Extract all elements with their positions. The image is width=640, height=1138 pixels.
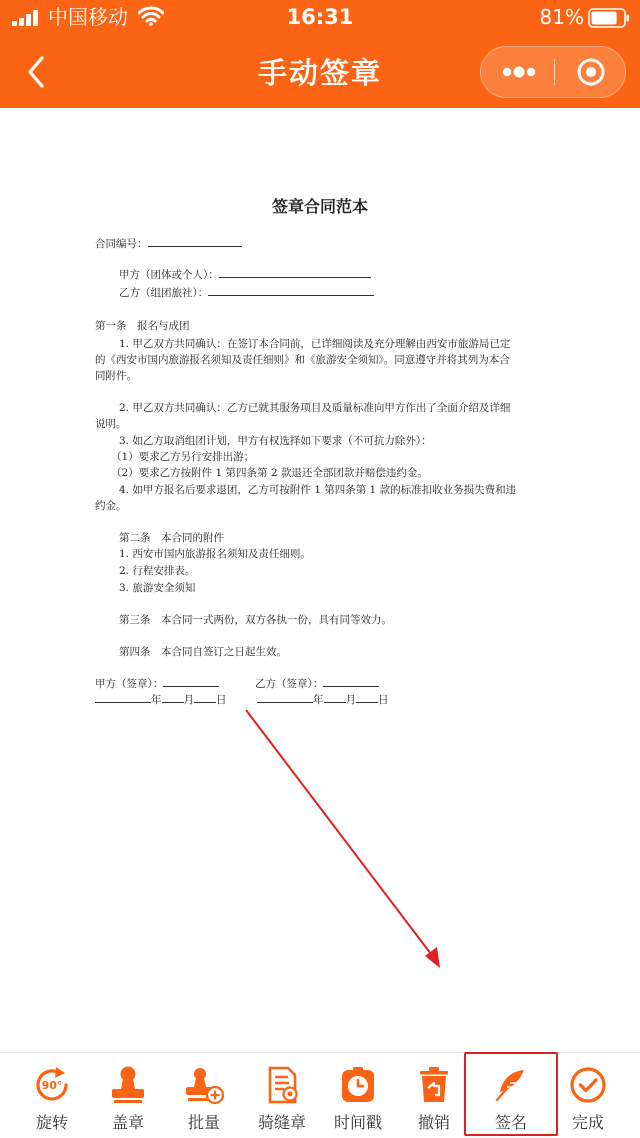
sign-label: 签名 <box>494 1113 527 1132</box>
party-b-date-line <box>257 692 389 708</box>
article-2-item: 1. 西安市国内旅游报名须知及责任细则。 <box>119 548 311 560</box>
battery-percent: 81% <box>539 5 584 29</box>
month-label: 月 <box>183 694 194 706</box>
month-blank <box>324 692 346 703</box>
party-a-blank <box>219 267 371 278</box>
article-1-item: （2）要求乙方按附件 1 第四条第 2 款退还全部团款并赔偿违约金。 <box>111 467 428 479</box>
stamp-label: 盖章 <box>111 1113 144 1132</box>
undo-trash-icon <box>414 1065 454 1105</box>
timestamp-icon <box>338 1065 378 1105</box>
party-b-label: 乙方（组团旅社）： <box>119 287 209 299</box>
article-1-paragraph: 1. 甲乙双方共同确认：在签订本合同前，已详细阅读及充分理解由西安市旅游局已定 <box>119 338 511 350</box>
status-bar <box>0 0 640 36</box>
check-circle-icon <box>568 1065 608 1105</box>
contract-number-blank <box>148 236 242 247</box>
rotate-badge: 90° <box>41 1079 63 1092</box>
close-mini-program-icon[interactable] <box>555 47 627 97</box>
batch-stamp-icon <box>184 1065 224 1105</box>
party-b-seal-blank <box>323 676 379 687</box>
carrier-name: 中国移动 <box>48 5 128 29</box>
batch-button[interactable] <box>164 1061 244 1137</box>
article-1-item: （1）要求乙方另行安排出游； <box>111 451 255 463</box>
article-2-item: 2. 行程安排表。 <box>119 565 196 577</box>
year-label: 年 <box>313 694 324 706</box>
party-a-seal-line <box>95 676 219 692</box>
month-blank <box>162 692 184 703</box>
day-blank <box>356 692 378 703</box>
party-a-label: 甲方（团体或个人）： <box>119 269 219 281</box>
document-title: 签章合同范本 <box>271 197 368 216</box>
article-2-title: 第二条 本合同的附件 <box>119 532 224 544</box>
article-1-title: 第一条 报名与成团 <box>95 320 190 332</box>
done-button[interactable] <box>548 1061 628 1137</box>
party-b-seal-label: 乙方（签章）： <box>255 678 324 690</box>
done-label: 完成 <box>571 1113 604 1132</box>
rotate-icon <box>32 1065 72 1105</box>
bottom-toolbar <box>0 1052 640 1138</box>
party-a-line <box>119 267 371 283</box>
party-a-seal-label: 甲方（签章）： <box>95 678 164 690</box>
seam-stamp-button[interactable] <box>242 1061 322 1137</box>
party-b-blank <box>208 285 374 296</box>
day-label: 日 <box>378 694 389 706</box>
stamp-button[interactable] <box>88 1061 168 1137</box>
year-blank <box>257 692 313 703</box>
stamp-icon <box>108 1065 148 1105</box>
nav-bar <box>0 36 640 108</box>
top-bar <box>0 0 640 108</box>
timestamp-button[interactable] <box>318 1061 398 1137</box>
party-b-seal-line <box>255 676 379 692</box>
article-2-item: 3. 旅游安全须知 <box>119 582 196 594</box>
contract-number-label: 合同编号： <box>95 238 148 250</box>
page-title: 手动签章 <box>257 56 382 90</box>
article-1-paragraph: 约金。 <box>95 500 127 512</box>
article-1-paragraph: 4. 如甲方报名后要求退团，乙方可按附件 1 第四条第 1 款的标准扣收业务损失费和违 <box>119 484 517 496</box>
article-1-paragraph: 2. 甲乙双方共同确认：乙方已就其服务项目及质量标准向甲方作出了全面介绍及详细 <box>119 402 511 414</box>
article-1-paragraph: 的《西安市国内旅游报名须知及责任细则》和《旅游安全须知》。同意遵守并将其列为本合 <box>95 354 510 366</box>
batch-label: 批量 <box>187 1113 220 1132</box>
month-label: 月 <box>345 694 356 706</box>
undo-label: 撤销 <box>417 1113 450 1132</box>
seam-stamp-label: 骑缝章 <box>257 1113 306 1132</box>
rotate-label: 旋转 <box>35 1113 68 1132</box>
article-3: 第三条 本合同一式两份，双方各执一份，具有同等效力。 <box>119 614 392 626</box>
party-b-line <box>119 285 374 301</box>
day-label: 日 <box>216 694 227 706</box>
article-1-paragraph: 说明。 <box>95 418 127 430</box>
seam-stamp-icon <box>262 1065 302 1105</box>
article-1-paragraph: 同附件。 <box>95 370 137 382</box>
article-4: 第四条 本合同自签订之日起生效。 <box>119 646 287 658</box>
year-label: 年 <box>151 694 162 706</box>
more-icon[interactable] <box>481 47 553 97</box>
battery-icon <box>588 8 630 28</box>
article-1-paragraph: 3. 如乙方取消组团计划，甲方有权选择如下要求（不可抗力除外）： <box>119 435 432 447</box>
rotate-button[interactable] <box>12 1061 92 1137</box>
feather-pen-icon <box>491 1065 531 1105</box>
timestamp-label: 时间戳 <box>333 1113 382 1132</box>
undo-button[interactable] <box>394 1061 474 1137</box>
day-blank <box>194 692 216 703</box>
contract-number-line <box>95 236 242 252</box>
status-time: 16:31 <box>286 5 354 29</box>
party-a-date-line <box>95 692 227 708</box>
year-blank <box>95 692 151 703</box>
mini-program-capsule <box>480 46 626 98</box>
party-a-seal-blank <box>163 676 219 687</box>
sign-button[interactable] <box>471 1061 551 1137</box>
